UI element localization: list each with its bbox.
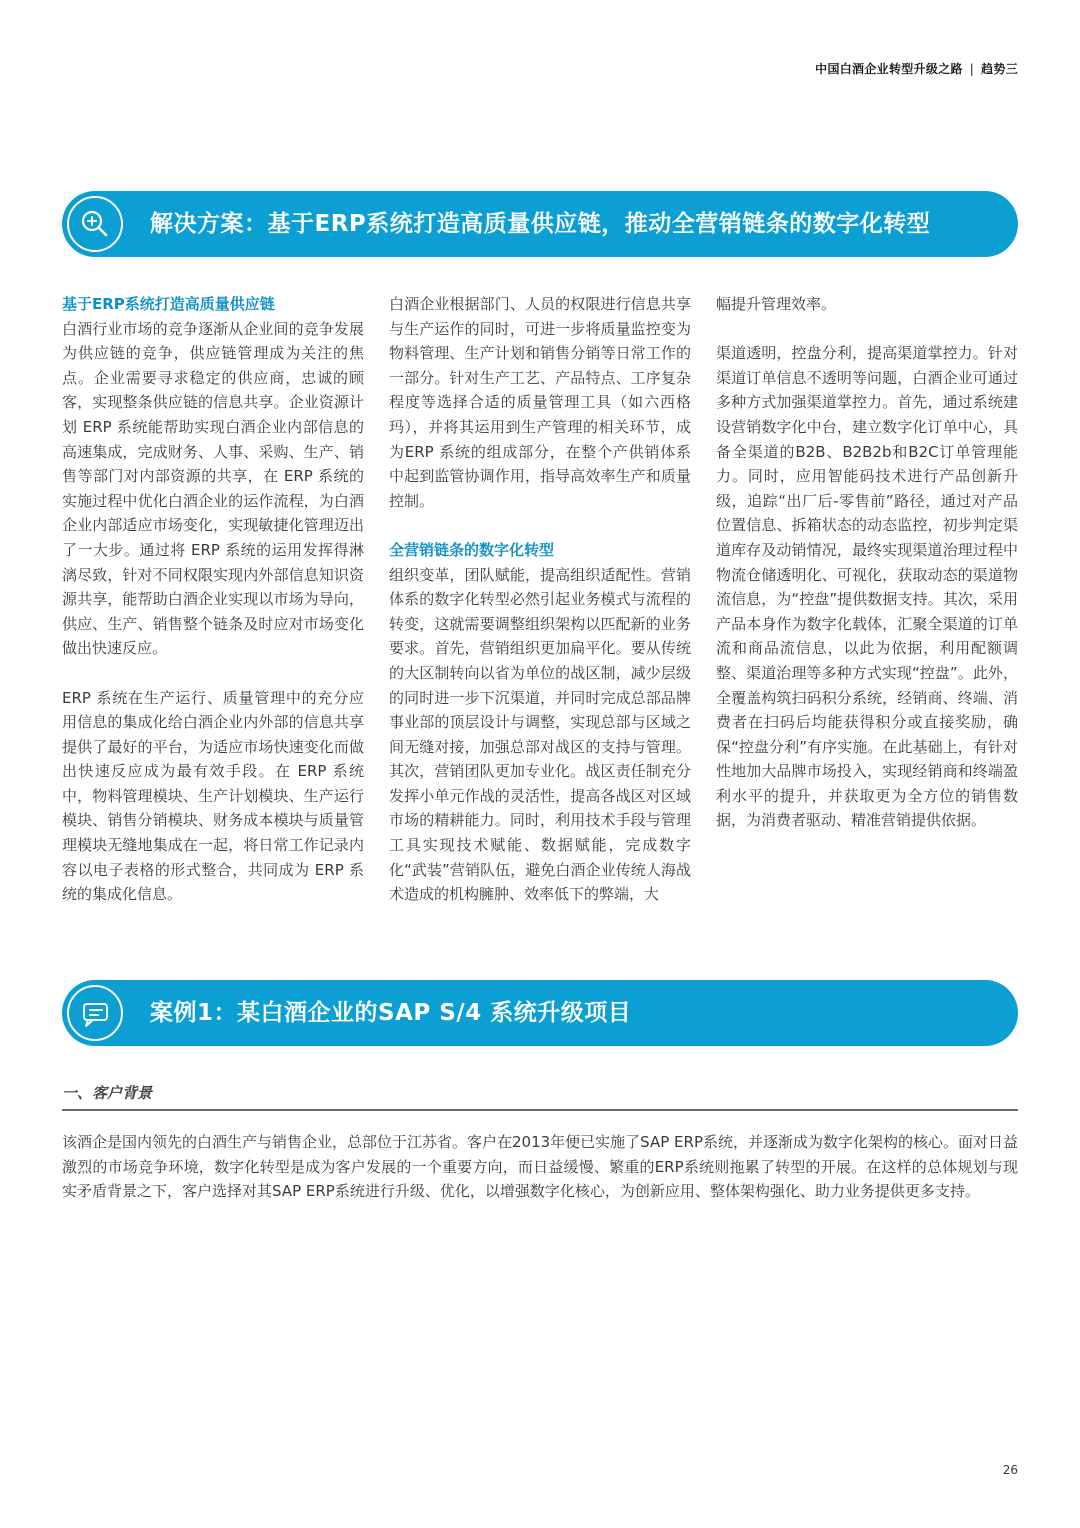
solution-banner-title: 解决方案：基于ERP系统打造高质量供应链，推动全营销链条的数字化转型 bbox=[150, 211, 931, 237]
section-heading-customer-background: 一、客户背景 bbox=[62, 1082, 1018, 1111]
chapter-label: 趋势三 bbox=[981, 62, 1018, 76]
paragraph: 白酒企业根据部门、人员的权限进行信息共享与生产运作的同时，可进一步将质量监控变为物料管理、生产计划和销售分销等日常工作的一部分。针对生产工艺、产品特点、工序复杂程度等选择合适的质量管理工具（如六西格玛），并将其运用到生产管理的相关环节，成为ERP 系统的组成部分，在整个产供销体系中起到监管协调作用，指导高效率生产和质量控制。 bbox=[389, 295, 691, 510]
solution-banner bbox=[62, 191, 1018, 257]
text-column-3 bbox=[716, 292, 1018, 833]
paragraph: 渠道透明，控盘分利，提高渠道掌控力。针对渠道订单信息不透明等问题，白酒企业可通过多种方式加强渠道掌控力。首先，通过系统建设营销数字化中台，建立数字化订单中心，具备全渠道的B2B、B2B2b和B2C订单管理能力。同时，应用智能码技术进行产品创新升级，追踪“出厂后-零售前”路径，通过对产品位置信息、拆箱状态的动态监控，初步判定渠道库存及动销情况，最终实现渠道治理过程中物流仓储透明化、可视化，获取动态的渠道物流信息，为“控盘”提供数据支持。其次，采用产品本身作为数字化载体，汇聚全渠道的订单流和商品流信息，以此为依据，利用配额调整、渠道治理等多种方式实现“控盘”。此外，全覆盖构筑扫码积分系统，经销商、终端、消费者在扫码后均能获得积分或直接奖励，确保“控盘分利”有序实施。在此基础上，有针对性地加大品牌市场投入，实现经销商和终端盈利水平的提升，并获取更为全方位的销售数据，为消费者驱动、精准营销提供依据。 bbox=[716, 344, 1018, 830]
chat-bubble-icon bbox=[67, 985, 123, 1041]
paragraph: 幅提升管理效率。 bbox=[716, 295, 837, 313]
case-paragraph: 该酒企是国内领先的白酒生产与销售企业，总部位于江苏省。客户在2013年便已实施了SAP ERP系统，并逐渐成为数字化架构的核心。面对日益激烈的市场竞争环境，数字化转型是成为客户发展的一个重要方向，而日益缓慢、繁重的ERP系统则拖累了转型的开展。在这样的总体规划与现实矛盾背景之下，客户选择对其SAP ERP系统进行升级、优化，以增强数字化核心，为创新应用、整体架构强化、助力业务提供更多支持。 bbox=[62, 1133, 1018, 1201]
paragraph: ERP 系统在生产运行、质量管理中的充分应用信息的集成化给白酒企业内外部的信息共享提供了最好的平台，为适应市场快速变化而做出快速反应成为最有效手段。在 ERP 系统中，物料管理模块、生产计划模块、生产运行模块、销售分销模块、财务成本模块与质量管理模块无缝地集成在一起，将日常工作记录内容以电子表格的形式整合，共同成为 ERP 系统的集成化信息。 bbox=[62, 688, 364, 904]
report-title: 中国白酒企业转型升级之路 bbox=[815, 62, 963, 76]
case-banner bbox=[62, 980, 1018, 1046]
case-banner-title: 案例1：某白酒企业的SAP S/4 系统升级项目 bbox=[150, 1000, 632, 1026]
paragraph: 白酒行业市场的竞争逐渐从企业间的竞争发展为供应链的竞争，供应链管理成为关注的焦点。企业需要寻求稳定的供应商，忠诚的顾客，实现整条供应链的信息共享。企业资源计划 ERP 系统能帮助实现白酒企业内部信息的高速集成，完成财务、人事、采购、生产、销售等部门对内部资源的共享，在 ERP 系统的实施过程中优化白酒企业的运作流程，为白酒企业内部适应市场变化，实现敏捷化管理迈出了一大步。通过将 ERP 系统的运用发挥得淋漓尽致，针对不同权限实现内外部信息知识资源共享，能帮助白酒企业实现以市场为导向，供应、生产、销售整个链条及时应对市场变化做出快速反应。 bbox=[62, 319, 364, 658]
text-column-2 bbox=[389, 292, 691, 907]
subheading-supply-chain: 基于ERP系统打造高质量供应链 bbox=[62, 295, 275, 313]
page-number: 26 bbox=[1002, 1463, 1018, 1477]
paragraph: 组织变革，团队赋能，提高组织适配性。营销体系的数字化转型必然引起业务模式与流程的转变，这就需要调整组织架构以匹配新的业务要求。首先，营销组织更加扁平化。要从传统的大区制转向以省为单位的战区制，减少层级的同时进一步下沉渠道，并同时完成总部品牌事业部的顶层设计与调整，实现总部与区域之间无缝对接，加强总部对战区的支持与管理。其次，营销团队更加专业化。战区责任制充分发挥小单元作战的灵活性，提高各战区对区域市场的精耕能力。同时，利用技术手段与管理工具实现技术赋能、数据赋能，完成数字化“武装”营销队伍，避免白酒企业传统人海战术造成的机构臃肿、效率低下的弊端，大 bbox=[389, 565, 691, 904]
text-column-1 bbox=[62, 292, 364, 907]
magnifier-icon bbox=[67, 196, 123, 252]
running-header bbox=[815, 60, 1018, 77]
subheading-marketing-chain: 全营销链条的数字化转型 bbox=[389, 540, 555, 559]
header-separator: | bbox=[969, 62, 975, 76]
